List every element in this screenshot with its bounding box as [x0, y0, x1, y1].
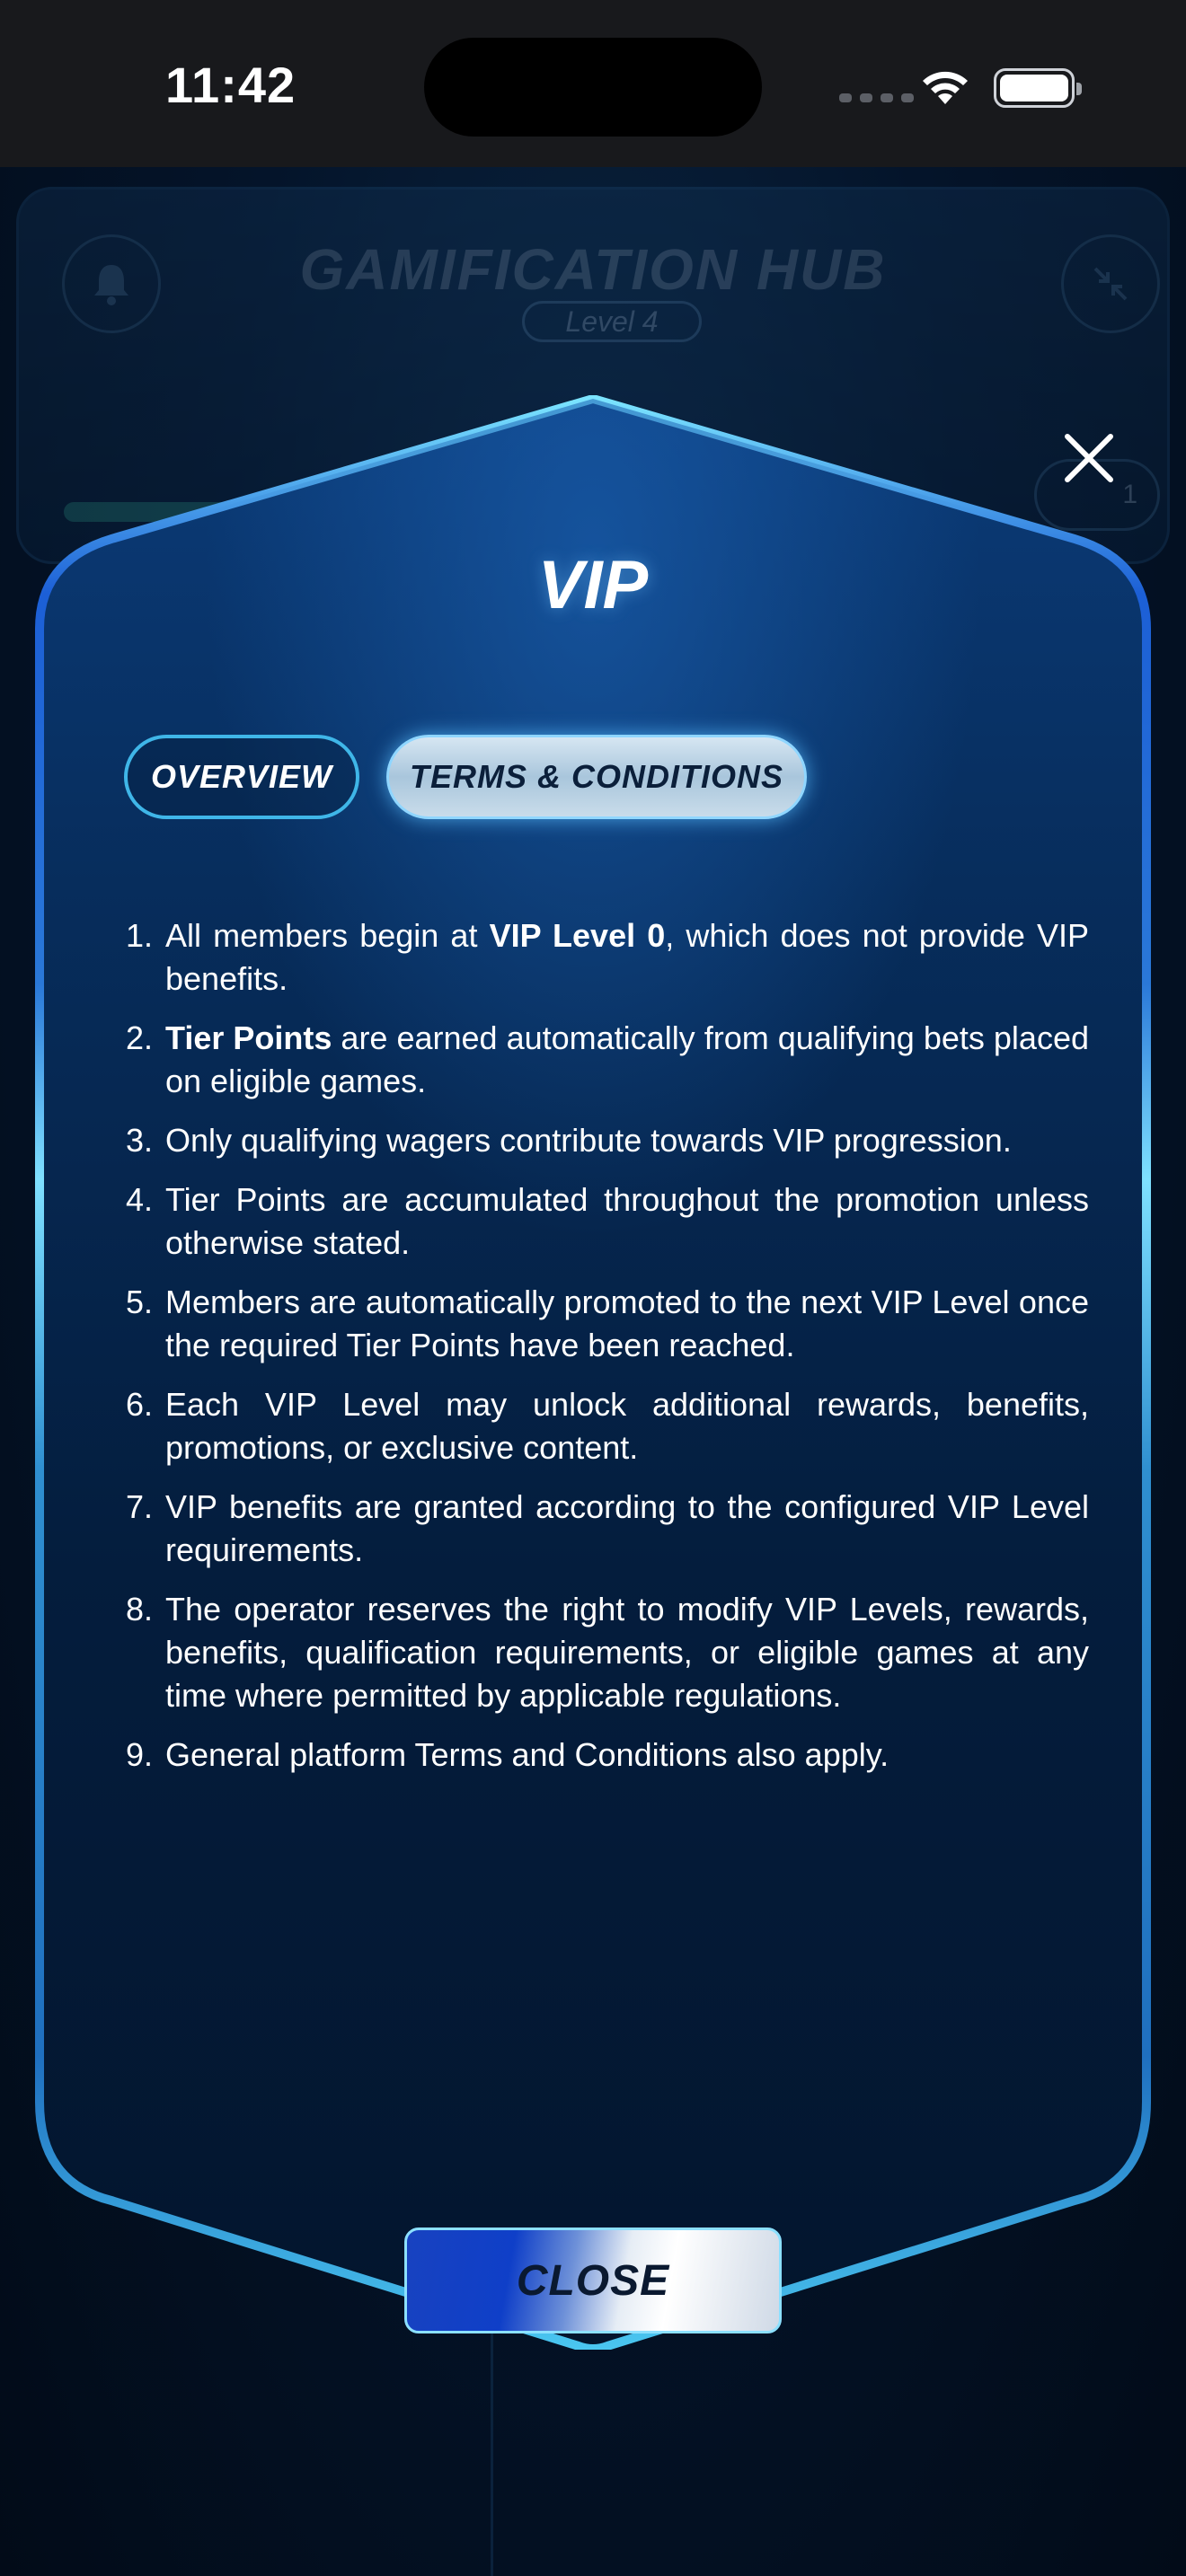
close-button-label: CLOSE — [516, 2256, 670, 2305]
term-text — [165, 1017, 1089, 1103]
tab-overview[interactable]: OVERVIEW — [124, 735, 359, 819]
term-number: 4. — [125, 1181, 153, 1218]
term-text-segment: All members begin at — [165, 917, 490, 954]
term-text-segment: Each VIP Level may unlock additional rewards, benefits, promotions, or exclusive content. — [165, 1386, 1089, 1466]
term-text — [165, 1281, 1089, 1367]
term-item — [106, 1588, 1089, 1717]
term-text — [165, 1383, 1089, 1469]
hub-level-badge: Level 4 — [522, 301, 702, 342]
term-item — [106, 1486, 1089, 1572]
term-item — [106, 1178, 1089, 1265]
term-number: 3. — [125, 1122, 153, 1159]
term-item — [106, 1734, 1089, 1777]
term-number: 8. — [125, 1591, 153, 1628]
status-bar — [0, 0, 1186, 167]
gift-count: 1 — [1122, 480, 1137, 509]
term-bold-text: Tier Points — [165, 1019, 332, 1056]
term-item — [106, 914, 1089, 1001]
term-text — [165, 1119, 1089, 1162]
term-number: 5. — [125, 1284, 153, 1320]
cellular-signal-icon — [839, 93, 914, 102]
close-icon-button[interactable] — [1053, 422, 1125, 494]
battery-icon — [994, 68, 1075, 108]
close-button[interactable] — [404, 2228, 782, 2333]
hub-title: GAMIFICATION HUB — [299, 237, 887, 302]
term-text — [165, 1486, 1089, 1572]
dynamic-island — [424, 38, 762, 137]
term-text-segment: The operator reserves the right to modify VIP Levels, rewards, benefits, qualification requirements, or eligible games at any time where permitted by applicable regulations. — [165, 1591, 1089, 1714]
collapse-button — [1061, 234, 1160, 333]
term-text — [165, 914, 1089, 1001]
term-item — [106, 1017, 1089, 1103]
term-text-segment: Only qualifying wagers contribute towards VIP progression. — [165, 1122, 1012, 1159]
term-number: 6. — [125, 1386, 153, 1423]
collapse-arrows-icon — [1090, 263, 1131, 304]
term-text-segment: , which does not provide VIP benefits. — [165, 917, 1089, 997]
term-bold-text: VIP Level 0 — [489, 917, 666, 954]
term-item — [106, 1281, 1089, 1367]
term-text-segment: General platform Terms and Conditions also apply. — [165, 1736, 890, 1773]
term-item — [106, 1119, 1089, 1162]
close-icon — [1062, 431, 1116, 485]
modal-title: VIP — [537, 547, 649, 623]
wifi-icon — [918, 65, 972, 106]
tab-terms-and-conditions[interactable]: TERMS & CONDITIONS — [386, 735, 807, 819]
term-number: 7. — [125, 1488, 153, 1525]
term-item — [106, 1383, 1089, 1469]
term-number: 1. — [125, 917, 153, 954]
term-text — [165, 1588, 1089, 1717]
term-text-segment: are earned automatically from qualifying bets placed on eligible games. — [165, 1019, 1089, 1099]
term-text-segment: Members are automatically promoted to the next VIP Level once the required Tier Points have been reached. — [165, 1284, 1089, 1363]
term-number: 2. — [125, 1019, 153, 1056]
term-text-segment: Tier Points are accumulated throughout the promotion unless otherwise stated. — [165, 1181, 1089, 1261]
terms-list — [106, 914, 1089, 1793]
term-number: 9. — [125, 1736, 153, 1773]
status-time: 11:42 — [165, 57, 296, 113]
term-text-segment: VIP benefits are granted according to the configured VIP Level requirements. — [165, 1488, 1089, 1568]
term-text — [165, 1734, 1089, 1777]
term-text — [165, 1178, 1089, 1265]
